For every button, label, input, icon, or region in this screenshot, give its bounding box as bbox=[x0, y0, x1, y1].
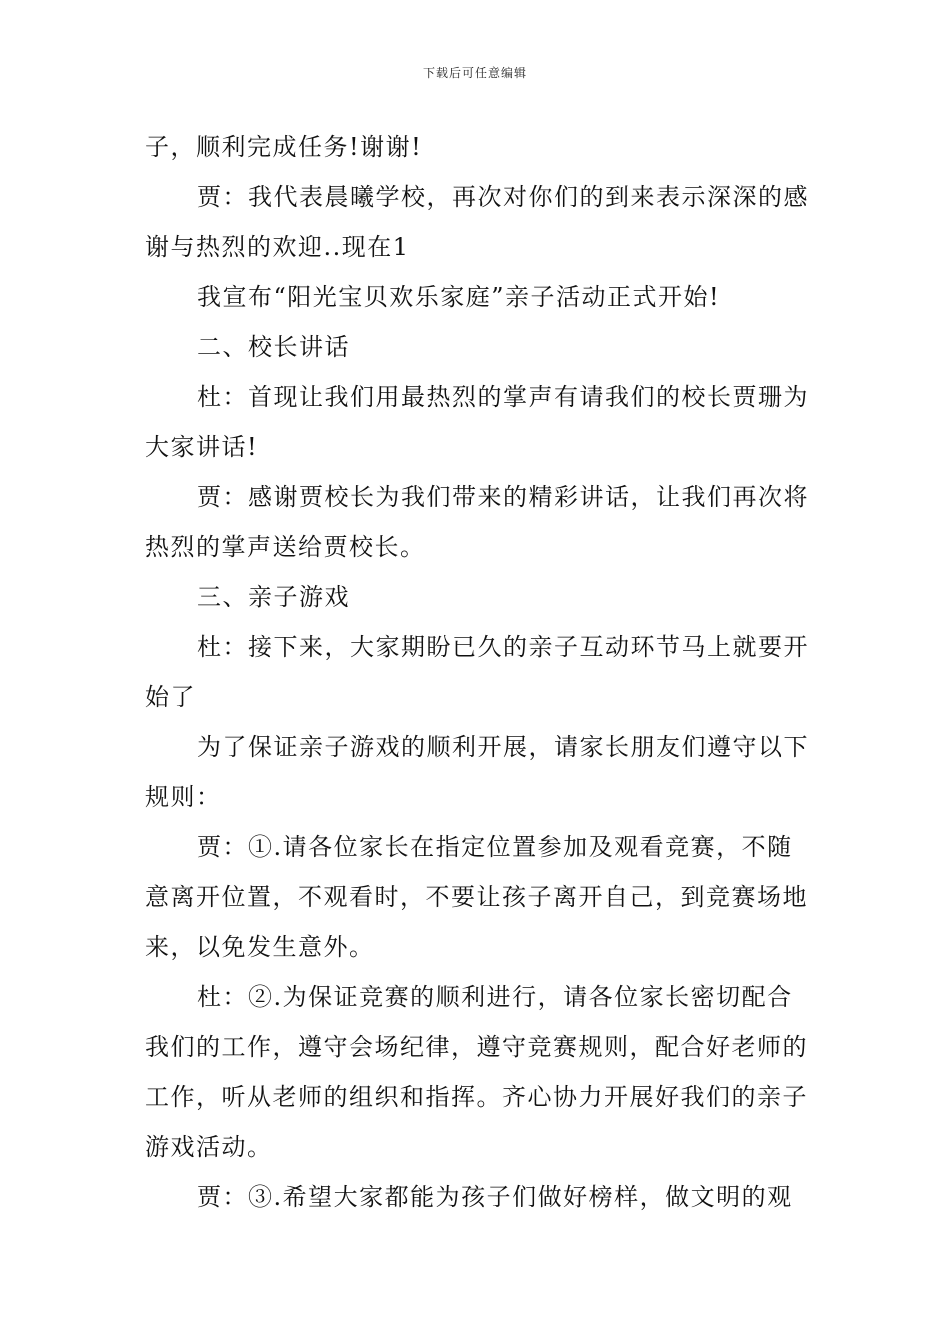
section-heading-principal-speech: 二、校长讲话 bbox=[197, 333, 350, 361]
rule-1: 贾：①.请各位家长在指定位置参加及观看竞赛，不随意离开位置，不观看时，不要让孩子离开自己，到竞赛场地来，以免发生意外。 bbox=[145, 833, 808, 961]
page-header-note: 下载后可任意编辑 bbox=[422, 66, 527, 80]
paragraph-9: 为了保证亲子游戏的顺利开展，请家长朋友们遵守以下规则： bbox=[145, 733, 809, 811]
paragraph-1: 子，顺利完成任务!谢谢! bbox=[145, 133, 423, 161]
paragraph-3: 我宣布“阳光宝贝欢乐家庭”亲子活动正式开始! bbox=[197, 283, 721, 311]
paragraph-8: 杜：接下来，大家期盼已久的亲子互动环节马上就要开始了 bbox=[145, 633, 809, 711]
paragraph-6: 贾：感谢贾校长为我们带来的精彩讲话，让我们再次将热烈的掌声送给贾校长。 bbox=[145, 483, 809, 561]
paragraph-2: 贾：我代表晨曦学校，再次对你们的到来表示深深的感谢与热烈的欢迎..现在1 bbox=[145, 183, 809, 261]
rule-3: 贾：③.希望大家都能为孩子们做好榜样，做文明的观 bbox=[197, 1183, 793, 1211]
section-heading-parent-child-games: 三、亲子游戏 bbox=[197, 583, 350, 611]
paragraph-5: 杜：首现让我们用最热烈的掌声有请我们的校长贾珊为大家讲话! bbox=[145, 383, 809, 461]
rule-2: 杜：②.为保证竞赛的顺利进行，请各位家长密切配合我们的工作，遵守会场纪律，遵守竞赛规则，配合好老师的工作，听从老师的组织和指挥。齐心协力开展好我们的亲子游戏活动。 bbox=[145, 983, 808, 1161]
document-body bbox=[145, 122, 810, 1222]
